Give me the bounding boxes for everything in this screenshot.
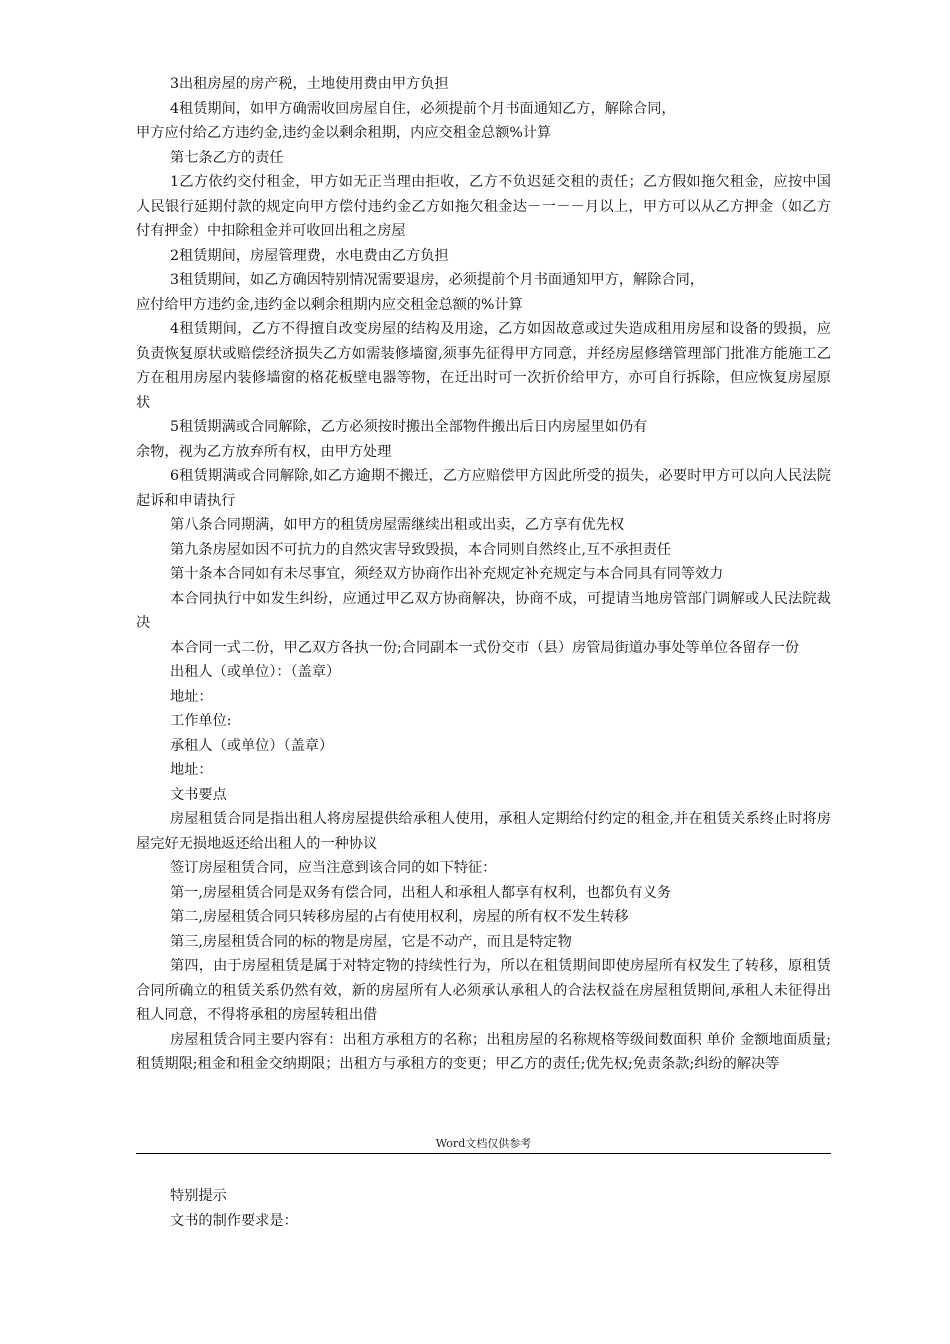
paragraph: 第七条乙方的责任 bbox=[170, 149, 284, 166]
paragraph: 工作单位: bbox=[170, 713, 232, 729]
paragraph: 文书要点 bbox=[170, 786, 227, 803]
paragraph: 地址： bbox=[170, 762, 213, 778]
paragraph: 签订房屋租赁合同，应当注意到该合同的如下特征： bbox=[170, 860, 497, 876]
paragraph: 第三,房屋租赁合同的标的物是房屋，它是不动产，而且是特定物 bbox=[170, 933, 572, 950]
paragraph: 6租赁期满或合同解除,如乙方逾期不搬迁，乙方应赔偿甲方因此所受的损失，必要时甲方可以向人民法院 起诉和申请执行 bbox=[136, 468, 831, 509]
paragraph: 第二,房屋租赁合同只转移房屋的占有使用权利，房屋的所有权不发生转移 bbox=[170, 909, 629, 925]
paragraph: 本合同执行中如发生纠纷，应通过甲乙双方协商解决，协商不成，可提请当地房管部门调解或人民法院裁决 bbox=[136, 590, 831, 631]
paragraph: 3租赁期间，如乙方确因特别情况需要退房，必须提前个月书面通知甲方，解除合同， bbox=[170, 272, 704, 288]
paragraph: 第十条本合同如有未尽事宜，须经双方协商作出补充规定补充规定与本合同具有同等效力 bbox=[170, 566, 724, 582]
paragraph: 出租人（或单位）：（盖章） bbox=[170, 664, 341, 680]
paragraph: 特别提示 bbox=[170, 1188, 227, 1204]
paragraph: 余物，视为乙方放弃所有权，由甲方处理 bbox=[136, 443, 392, 460]
paragraph: 3出租房屋的房产税，土地使用费由甲方负担 bbox=[170, 76, 449, 92]
paragraph: 1乙方依约交付租金，甲方如无正当理由拒收，乙方不负迟延交租的责任；乙方假如拖欠租金，应按中国人民银行延期付款的规定向甲方偿付违约金乙方如拖欠租金达－一－－月以上，甲方可以从乙方押金（如乙方付有押金）中扣除租金并可收回出租之房屋 bbox=[136, 174, 831, 239]
document-body bbox=[136, 72, 831, 1077]
paragraph: 4租赁期间，乙方不得擅自改变房屋的结构及用途，乙方如因故意或过失造成租用房屋和设备的毁损，应负责恢复原状或赔偿经济损失乙方如需装修墙窗,须事先征得甲方同意，并经房屋修缮管理部门批准方能施工乙方在租用房屋内装修墙窗的格花板壁电器等物，在迁出时可一次折价给甲方，亦可自行拆除，但应恢复房屋原状 bbox=[136, 321, 831, 411]
paragraph: 5租赁期满或合同解除，乙方必须按时搬出全部物件搬出后日内房屋里如仍有 bbox=[170, 419, 648, 435]
footer-divider bbox=[136, 1153, 831, 1154]
paragraph: 应付给甲方违约金,违约金以剩余租期内应交租金总额的%计算 bbox=[136, 296, 523, 313]
paragraph: 第一,房屋租赁合同是双务有偿合同，出租人和承租人都享有权利，也都负有义务 bbox=[170, 884, 672, 901]
paragraph: 本合同一式二份，甲乙双方各执一份;合同副本一式份交市（县）房管局街道办事处等单位各留存一份 bbox=[170, 639, 800, 656]
paragraph: 房屋租赁合同是指出租人将房屋提供给承租人使用，承租人定期给付约定的租金,并在租赁关系终止时将房屋完好无损地返还给出租人的一种协议 bbox=[136, 811, 831, 852]
paragraph: 文书的制作要求是： bbox=[170, 1212, 298, 1229]
paragraph: 2租赁期间，房屋管理费，水电费由乙方负担 bbox=[170, 247, 449, 264]
paragraph: 4租赁期间，如甲方确需收回房屋自住，必须提前个月书面通知乙方，解除合同， bbox=[170, 100, 676, 117]
paragraph: 第九条房屋如因不可抗力的自然灾害导致毁损，本合同则自然终止,互不承担责任 bbox=[170, 541, 672, 558]
paragraph: 第四，由于房屋租赁是属于对特定物的持续性行为，所以在租赁期间即使房屋所有权发生了转移，原租赁合同所确立的租赁关系仍然有效，新的房屋所有人必须承认承租人的合法权益在房屋租赁期间,承租人未征得出租人同意，不得将承租的房屋转租出借 bbox=[136, 958, 831, 1023]
paragraph: 第八条合同期满，如甲方的租赁房屋需继续出租或出卖，乙方享有优先权 bbox=[170, 517, 625, 533]
paragraph: 房屋租赁合同主要内容有：出租方承租方的名称；出租房屋的名称规格等级间数面积 单价 金额地面质量;租赁期限;租金和租金交纳期限；出租方与承租方的变更；甲乙方的责任;优先权;免责条款;纠纷的解决等 bbox=[136, 1031, 831, 1072]
paragraph: 地址： bbox=[170, 688, 213, 705]
next-page-content bbox=[136, 1184, 831, 1233]
page-footer: Word文档仅供参考 bbox=[435, 1137, 532, 1150]
paragraph: 甲方应付给乙方违约金,违约金以剩余租期，内应交租金总额%计算 bbox=[136, 125, 552, 141]
paragraph: 承租人（或单位）（盖章） bbox=[170, 737, 334, 754]
